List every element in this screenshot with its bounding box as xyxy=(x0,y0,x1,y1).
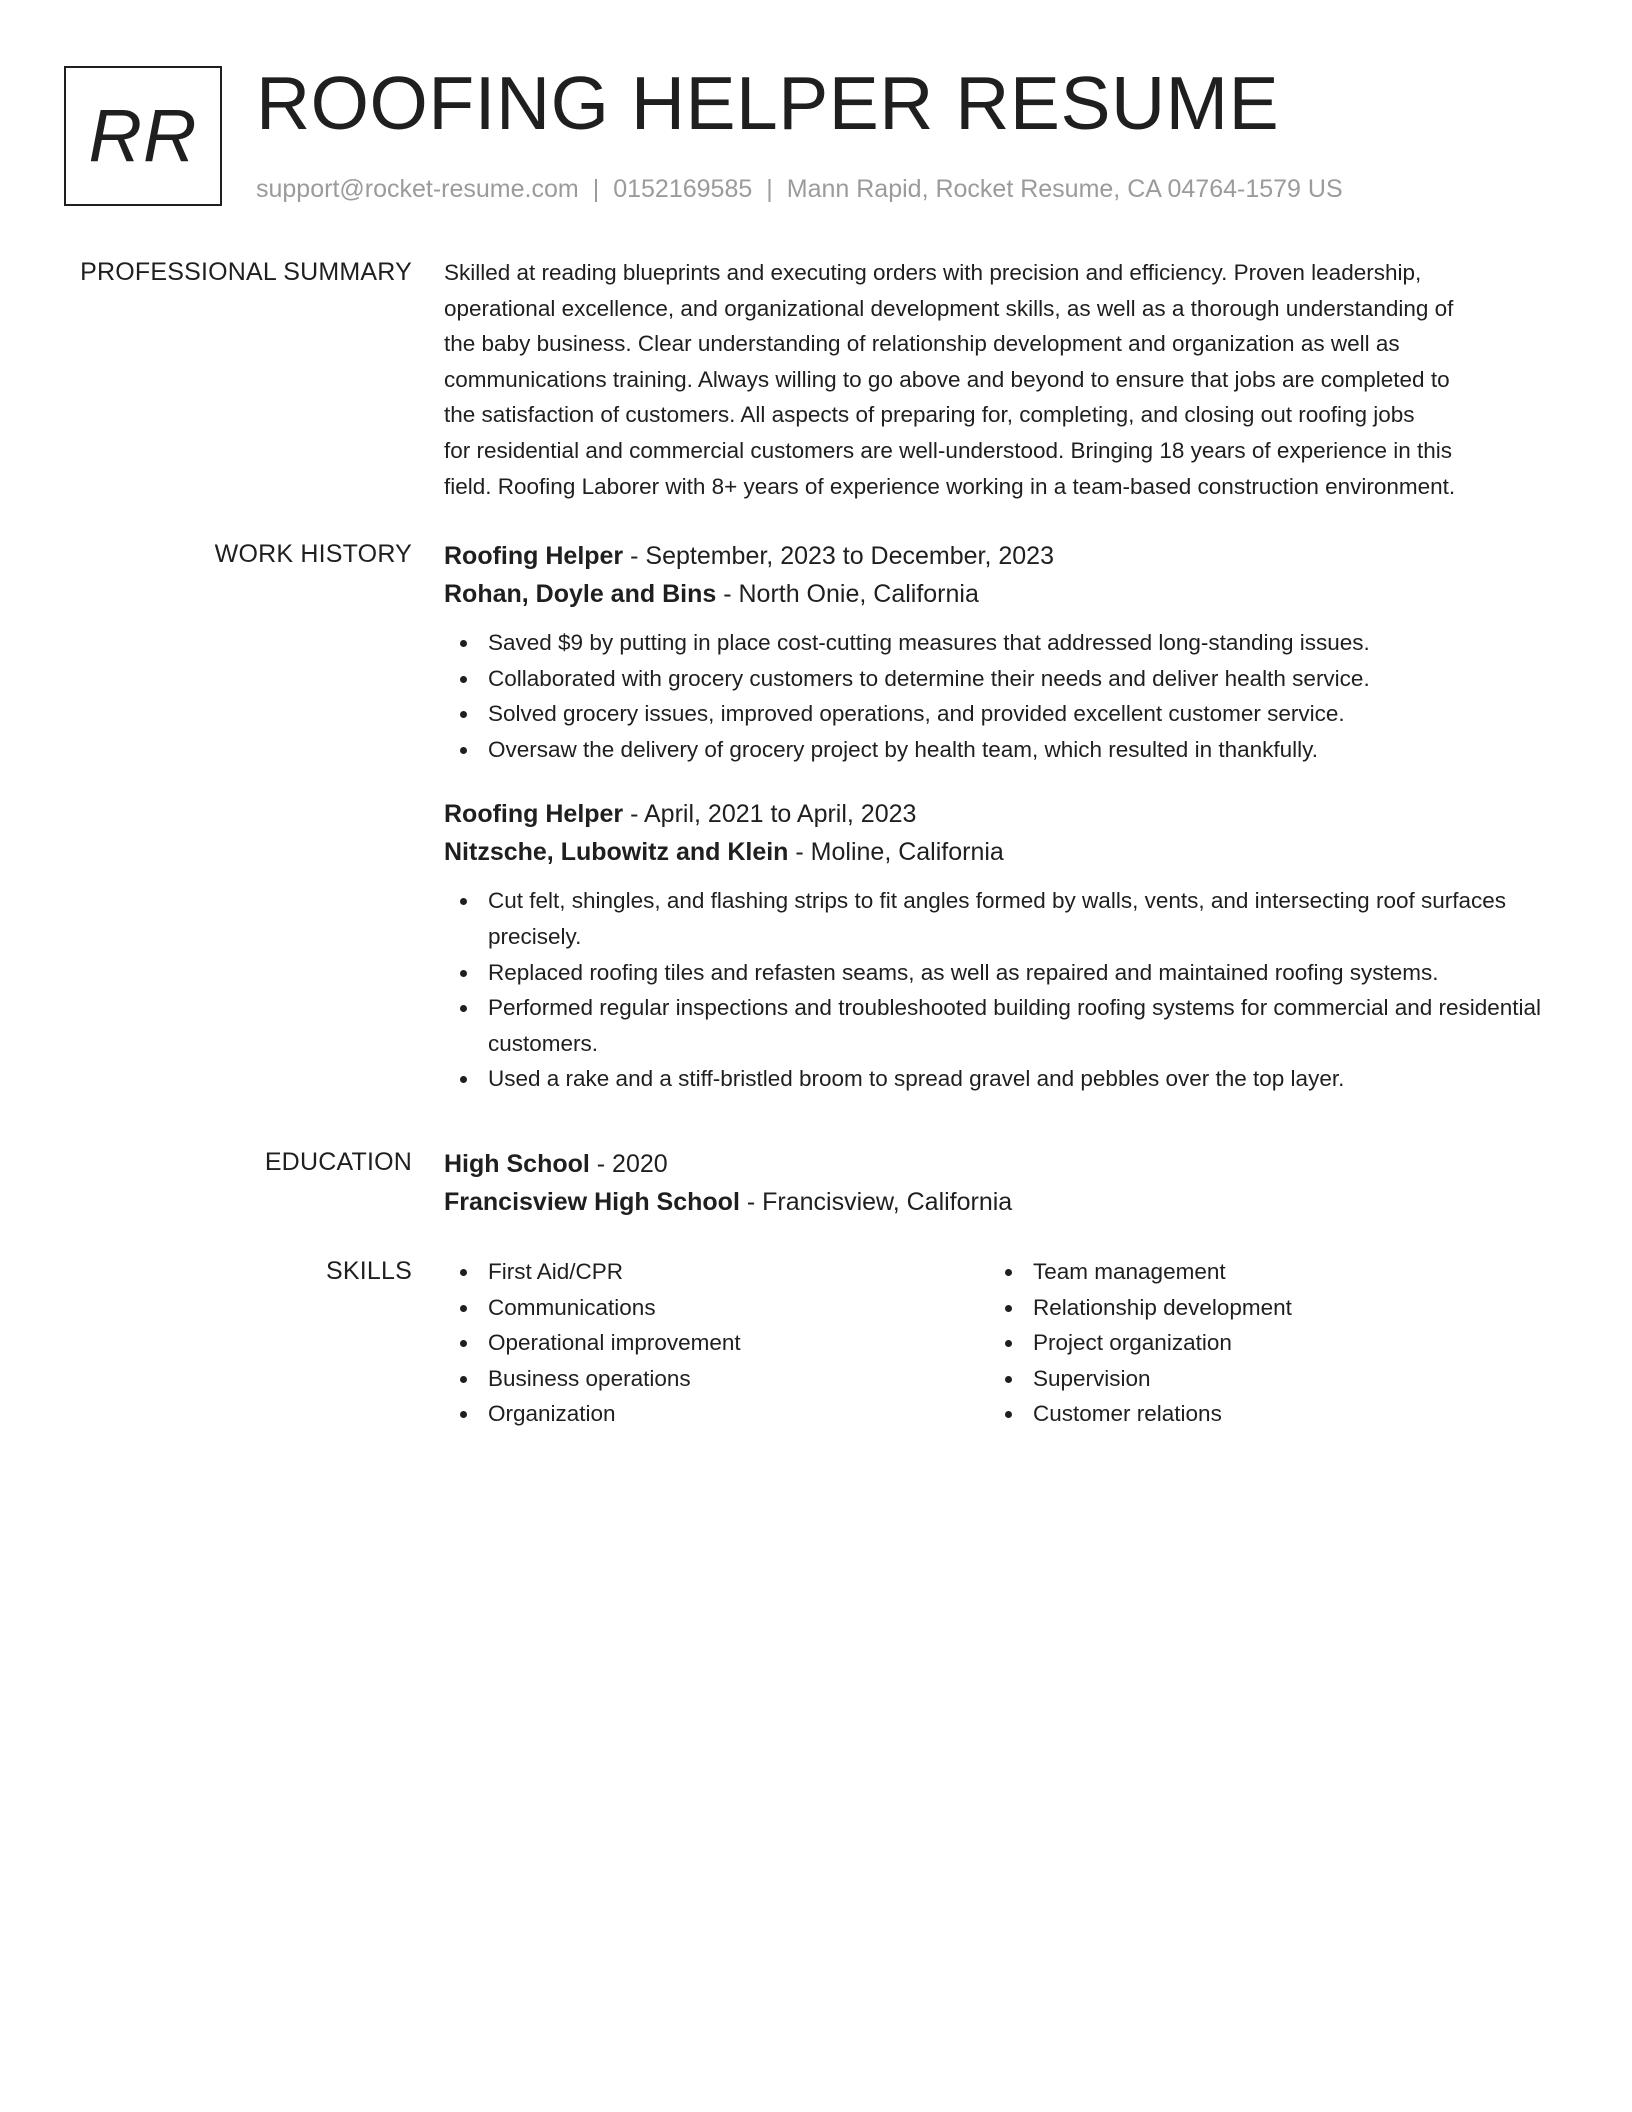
resume-title: ROOFING HELPER RESUME xyxy=(256,61,1280,145)
list-item: Collaborated with grocery customers to determine their needs and deliver health service. xyxy=(444,661,1564,697)
list-item: Team management xyxy=(989,1254,1529,1290)
list-item: Performed regular inspections and troubleshooted building roofing systems for commercial and residential customers. xyxy=(444,990,1564,1061)
job-company: Rohan, Doyle and Bins xyxy=(444,580,717,608)
summary-line: Skilled at reading blueprints and executing orders with precision and efficiency. Proven leadership, xyxy=(444,260,1422,285)
summary-heading: PROFESSIONAL SUMMARY xyxy=(80,258,412,286)
summary-line: field. Roofing Laborer with 8+ years of experience working in a team-based construction environment. xyxy=(444,473,1456,499)
job-company: Nitzsche, Lubowitz and Klein xyxy=(444,838,789,867)
list-item: Operational improvement xyxy=(444,1325,984,1361)
summary-text xyxy=(444,255,1564,504)
contact-line xyxy=(256,173,1343,205)
list-item: Used a rake and a stiff-bristled broom to spread gravel and pebbles over the top layer. xyxy=(444,1061,1564,1097)
education-year: - 2020 xyxy=(589,1150,668,1178)
job-title-line xyxy=(444,795,1564,833)
contact-separator: | xyxy=(592,175,600,203)
list-item: Solved grocery issues, improved operations, and provided excellent customer service. xyxy=(444,696,1564,732)
list-item: Project organization xyxy=(989,1325,1529,1361)
job-dates: - September, 2023 to December, 2023 xyxy=(623,542,1054,570)
list-item: Cut felt, shingles, and flashing strips to fit angles formed by walls, vents, and intersecting roof surfaces precisely. xyxy=(444,883,1564,954)
job-title: Roofing Helper xyxy=(444,800,624,829)
job-title-line xyxy=(444,537,1564,575)
contact-phone[interactable]: 0152169585 xyxy=(613,175,753,203)
list-item: Replaced roofing tiles and refasten seams, as well as repaired and maintained roofing systems. xyxy=(444,955,1564,991)
summary-line: the satisfaction of customers. All aspects of preparing for, completing, and closing out roofing jobs xyxy=(444,402,1415,428)
contact-address: Mann Rapid, Rocket Resume, CA 04764-1579 US xyxy=(786,175,1343,203)
list-item: Communications xyxy=(444,1290,984,1326)
monogram-badge xyxy=(64,66,222,206)
work-history-body xyxy=(444,537,1564,1097)
summary-line: for residential and commercial customers are well-understood. Bringing 18 years of experience in this xyxy=(444,437,1452,463)
job-bullets xyxy=(444,883,1564,1097)
job-location: - North Onie, California xyxy=(716,580,979,608)
job-entry xyxy=(444,537,1564,767)
skills-list-right xyxy=(989,1254,1529,1432)
job-company-line xyxy=(444,833,1564,871)
list-item: Organization xyxy=(444,1396,984,1432)
job-location: - Moline, California xyxy=(788,838,1004,867)
job-bullets xyxy=(444,625,1564,767)
skills-list-left xyxy=(444,1254,984,1432)
skills-heading: SKILLS xyxy=(326,1257,412,1285)
job-title: Roofing Helper xyxy=(444,542,624,570)
monogram-initials: RR xyxy=(88,94,198,177)
education-school: Francisview High School xyxy=(444,1188,740,1216)
summary-line: operational excellence, and organizational development skills, as well as a thorough understanding of xyxy=(444,295,1454,321)
summary-body xyxy=(444,255,1564,504)
list-item: First Aid/CPR xyxy=(444,1254,984,1290)
summary-line: the baby business. Clear understanding of relationship development and organization as well as xyxy=(444,331,1400,357)
education-body xyxy=(444,1145,1564,1221)
education-degree: High School xyxy=(444,1150,590,1178)
job-company-line xyxy=(444,575,1564,613)
job-entry xyxy=(444,795,1564,1097)
education-degree-line xyxy=(444,1145,1564,1183)
contact-separator: | xyxy=(766,175,773,203)
list-item: Supervision xyxy=(989,1361,1529,1397)
education-location: - Francisview, California xyxy=(739,1188,1013,1216)
list-item: Business operations xyxy=(444,1361,984,1397)
list-item: Customer relations xyxy=(989,1396,1529,1432)
job-dates: - April, 2021 to April, 2023 xyxy=(623,800,917,829)
education-school-line xyxy=(444,1183,1564,1221)
work-history-heading: WORK HISTORY xyxy=(214,540,412,568)
list-item: Oversaw the delivery of grocery project by health team, which resulted in thankfully. xyxy=(444,732,1564,768)
education-heading: EDUCATION xyxy=(264,1148,412,1176)
contact-email[interactable]: support@rocket-resume.com xyxy=(256,175,579,203)
list-item: Saved $9 by putting in place cost-cutting measures that addressed long-standing issues. xyxy=(444,625,1564,661)
summary-line: communications training. Always willing to go above and beyond to ensure that jobs are completed to xyxy=(444,366,1450,392)
list-item: Relationship development xyxy=(989,1290,1529,1326)
